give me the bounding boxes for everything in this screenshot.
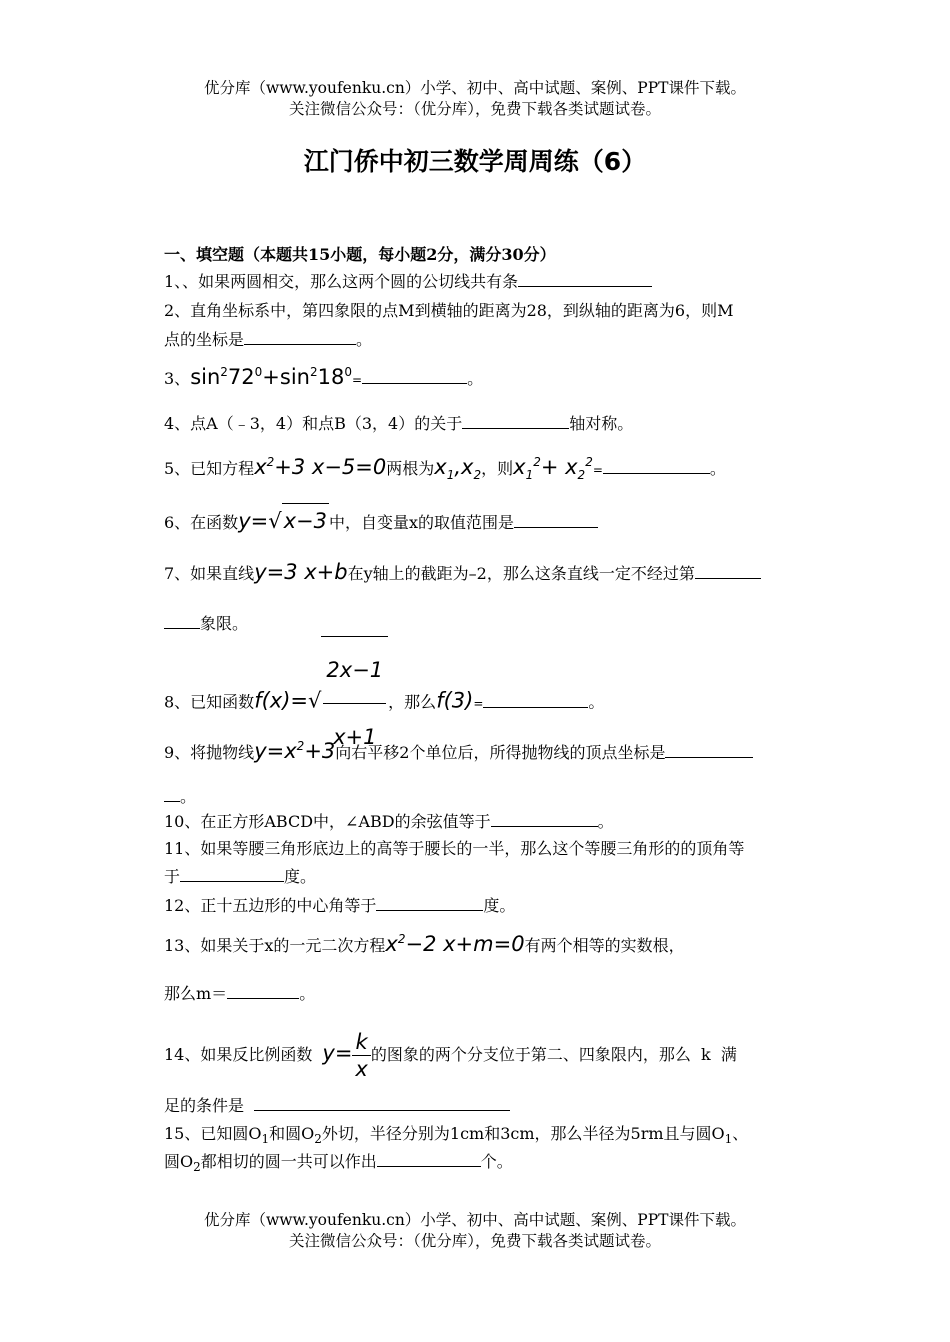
q15-text-f: 都相切的圆一共可以作出: [200, 1152, 377, 1171]
q14-line2-text: 足的条件是: [164, 1096, 245, 1115]
q2-end: 。: [356, 330, 373, 349]
q9-blank-1: [665, 742, 753, 758]
question-14-line-2: [164, 1095, 854, 1117]
q13-line2-text: 那么m＝: [164, 984, 228, 1003]
question-2-line-1: [164, 300, 854, 322]
q8-fraction: $\frac{2x-1}{x+1}$: [321, 636, 388, 770]
q12-blank: [376, 895, 483, 911]
q15-sub-1: 1: [261, 1132, 270, 1147]
question-6: [164, 503, 854, 540]
q15-sub-3: 1: [724, 1132, 733, 1147]
q6-number: 6、在函数: [164, 513, 239, 532]
q5-mid: 两根为: [386, 459, 435, 478]
question-2-line-2: [164, 329, 854, 351]
q13-text: 有两个相等的实数根，: [524, 936, 685, 955]
q10-text: 10、在正方形ABCD中，∠ABD的余弦值等于: [164, 812, 491, 831]
question-11-line-2: [164, 866, 854, 888]
question-3: [164, 356, 854, 396]
q15-text-g: 个。: [480, 1152, 513, 1171]
section-heading: 一、填空题（本题共15小题，每小题2分，满分30分）: [164, 245, 556, 264]
q5-number: 5、已知方程: [164, 459, 255, 478]
q4-text: 4、点A（﹣3，4）和点B（3，4）的关于: [164, 414, 463, 433]
q3-equals: =: [352, 373, 363, 387]
q5-sum-squares: $x_1^2+ x_2^2$: [513, 455, 593, 483]
q8-number: 8、已知函数: [164, 692, 255, 712]
q7-line2-text: 象限。: [200, 614, 249, 633]
q3-blank: [362, 368, 467, 384]
q14-text: 的图象的两个分支位于第二、四象限内，那么: [370, 1045, 691, 1064]
q7-number: 7、如果直线: [164, 564, 255, 583]
q15-text-d: 、: [732, 1124, 749, 1143]
q8-equals: =: [473, 696, 484, 711]
q8-then: ，那么: [388, 692, 437, 712]
question-13-line-2: [164, 983, 854, 1005]
q13-blank: [227, 983, 299, 999]
q11-text-1: 11、如果等腰三角形底边上的高等于腰长的一半，那么这个等腰三角形的的顶角等: [164, 839, 745, 858]
q3-number: 3、: [164, 369, 191, 388]
q15-sub-2: 2: [314, 1132, 322, 1147]
q15-sub-4: 2: [193, 1160, 201, 1175]
q2-text-2: 点的坐标是: [164, 330, 245, 349]
q12-end: 度。: [483, 896, 516, 915]
question-12: [164, 895, 854, 917]
q9-text: 向右平移2个单位后，所得抛物线的顶点坐标是: [335, 743, 666, 762]
question-11-line-1: [164, 838, 854, 860]
q5-blank: [603, 458, 710, 474]
question-13: [164, 924, 854, 961]
q7-blank-2: [164, 613, 200, 629]
q5-equation: $x^2+3$ x−5=0: [254, 455, 387, 479]
q15-text-c: 外切，半径分别为1cm和3cm，那么半径为5rm且与圆O: [321, 1124, 725, 1143]
q1-text: 1、、如果两圆相交，那么这两个圆的公切线共有条: [164, 272, 519, 291]
q10-blank: [491, 811, 598, 827]
q14-k: k: [701, 1045, 711, 1064]
question-4: [164, 413, 854, 435]
q14-blank: [254, 1095, 510, 1111]
q5-equals: =: [592, 463, 603, 477]
q14-end: 满: [720, 1045, 737, 1064]
q10-end: 。: [597, 812, 614, 831]
q8-end: 。: [588, 692, 605, 712]
q7-line: y=3 x+b: [254, 560, 348, 584]
q13-equation: $x^2-2$ x+m=0: [385, 932, 525, 956]
q13-end: 。: [299, 984, 316, 1003]
footer-line-1: 优分库（www.youfenku.cn）小学、初中、高中试题、案例、PPT课件下载。: [203, 1211, 747, 1229]
q6-blank: [514, 512, 598, 528]
q7-text: 在y轴上的截距为–2，那么这条直线一定不经过第: [347, 564, 695, 583]
q14-function: y=: [322, 1041, 353, 1065]
question-15-line-2: [164, 1151, 854, 1178]
question-10: [164, 811, 854, 833]
q15-blank: [377, 1151, 481, 1167]
question-1: [164, 271, 854, 293]
q9-blank-2: [164, 786, 180, 802]
q9-number: 9、将抛物线: [164, 743, 255, 762]
q14-number: 14、如果反比例函数: [164, 1045, 313, 1064]
q6-text: 中，自变量x的取值范围是: [329, 513, 515, 532]
footer-line-2: 关注微信公众号：（优分库），免费下载各类试题试卷。: [288, 1232, 661, 1250]
q5-then: ，则: [481, 459, 514, 478]
q8-blank: [483, 692, 588, 708]
q11-text-2: 于: [164, 867, 181, 886]
q9-end: 。: [180, 787, 197, 806]
question-14: [164, 1006, 854, 1102]
q9-parabola: $y=x^2+3$: [254, 739, 336, 763]
q14-fraction: $\frac{k}{x}$: [352, 1029, 370, 1082]
q8-f3: f(3): [436, 688, 474, 713]
q4-end: 轴对称。: [569, 414, 634, 433]
q2-text-1: 2、直角坐标系中，第四象限的点M到横轴的距离为28，到纵轴的距离为6，则M: [164, 301, 734, 320]
q3-end: 。: [467, 369, 484, 388]
question-15-line-1: [164, 1123, 854, 1150]
q13-number: 13、如果关于x的一元二次方程: [164, 936, 386, 955]
q2-blank: [244, 329, 356, 345]
q12-text: 12、正十五边形的中心角等于: [164, 896, 377, 915]
q15-text-e: 圆O: [164, 1152, 194, 1171]
question-9-line-2: [164, 786, 854, 808]
q5-roots: $x_1,x_2$: [434, 455, 482, 483]
q4-blank: [462, 413, 569, 429]
question-9: [164, 731, 854, 768]
q8-function: f(x)=√: [254, 688, 322, 713]
q5-end: 。: [709, 459, 726, 478]
q1-blank: [518, 271, 652, 287]
page-title: 江门侨中初三数学周周练（6）: [303, 147, 647, 176]
q6-function: y=√x−3: [238, 509, 329, 533]
question-7-line-2: [164, 613, 854, 635]
q7-blank-1: [695, 563, 761, 579]
header-line-1: 优分库（www.youfenku.cn）小学、初中、高中试题、案例、PPT课件下载。: [203, 79, 747, 97]
q15-text-a: 15、已知圆O: [164, 1124, 262, 1143]
question-7: [164, 557, 854, 589]
header-line-2: 关注微信公众号：（优分库），免费下载各类试题试卷。: [288, 100, 661, 118]
question-5: [164, 446, 854, 491]
q15-text-b: 和圆O: [269, 1124, 315, 1143]
q11-end: 度。: [284, 867, 317, 886]
q3-expression: $\sin^272^0+\sin^218^0$: [190, 365, 353, 389]
q11-blank: [180, 866, 284, 882]
